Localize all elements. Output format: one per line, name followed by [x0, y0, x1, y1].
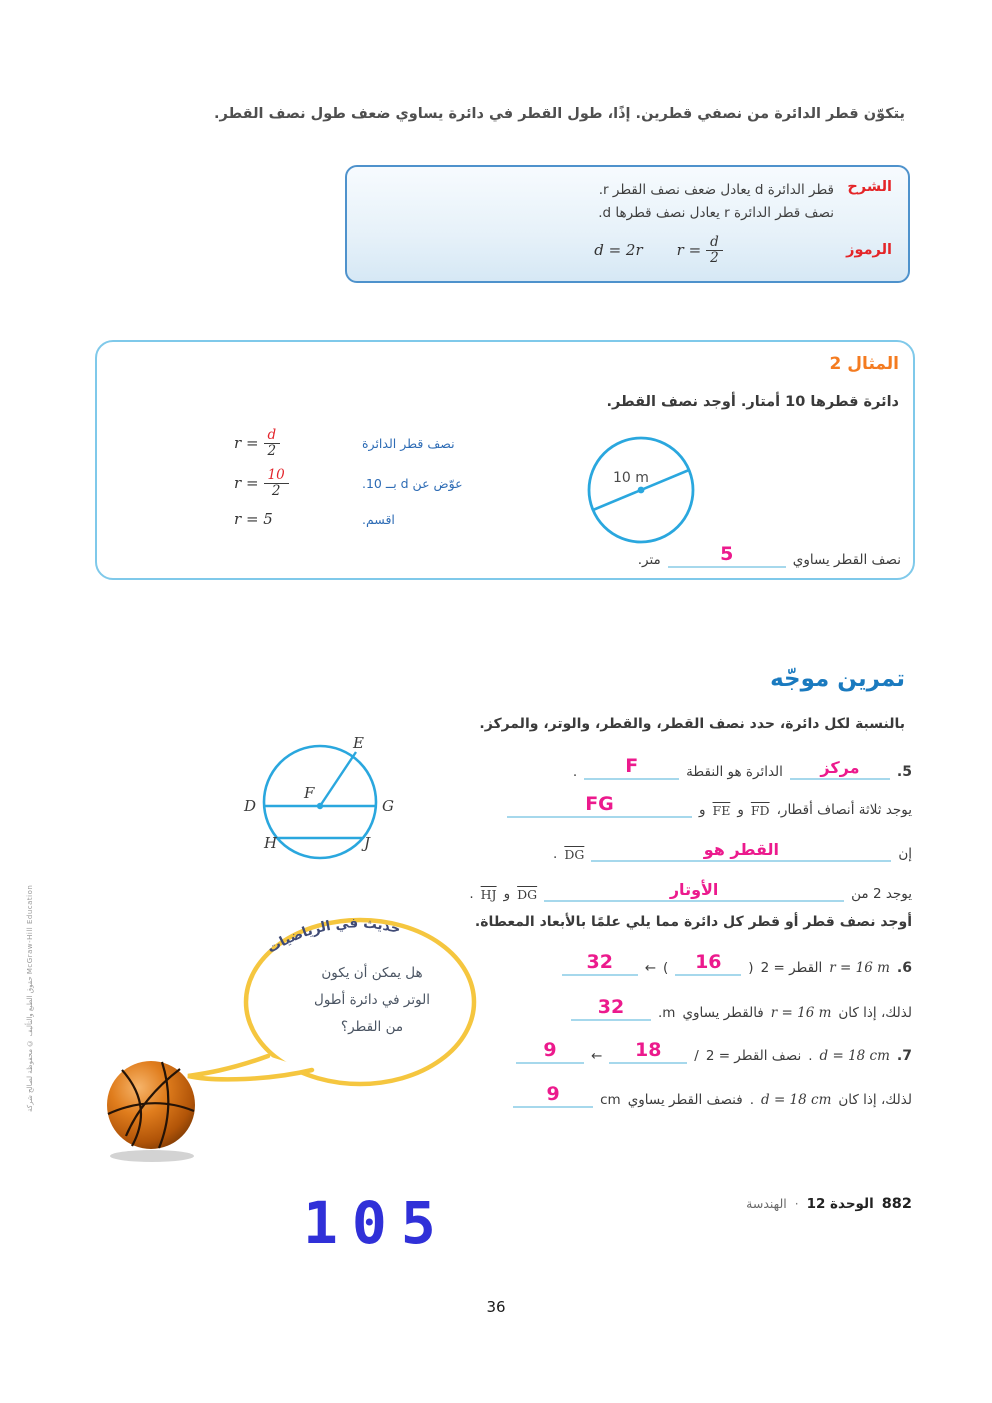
point-label-e: E: [353, 736, 364, 752]
fraction: [264, 428, 281, 459]
line-end: .: [553, 846, 558, 862]
conjunction: و: [698, 802, 706, 818]
fraction: [264, 468, 289, 499]
words-label: الشرح: [847, 179, 892, 195]
example-answer-line: [638, 540, 901, 568]
slash: /: [694, 1048, 699, 1064]
footer-book-page: 882: [881, 1196, 912, 1212]
answer-value: 18: [635, 1039, 662, 1061]
footer-unit: الوحدة 12: [806, 1196, 874, 1212]
step-equation: r = 5: [234, 510, 273, 528]
exercise-5-line-1: [573, 752, 912, 780]
point-label-g: G: [382, 797, 394, 815]
period: .: [808, 1048, 813, 1064]
paren-open: (: [663, 960, 669, 976]
line-text: فالقطر يساوي: [682, 1005, 764, 1021]
fraction-numerator: d: [706, 235, 723, 251]
concept-box: [345, 165, 910, 283]
step-row-2: [234, 468, 463, 499]
exercise-5-line-4: [469, 874, 912, 902]
paren-close: ): [748, 960, 754, 976]
guided-instruction-1: بالنسبة لكل دائرة، حدد نصف القطر، والقطر، والوتر، والمركز.: [479, 716, 905, 732]
fraction-numerator: 10: [264, 468, 289, 484]
footer-chapter: الهندسة: [746, 1196, 787, 1211]
segment-hj: $\overline{HJ}$: [480, 887, 497, 902]
fraction: [706, 235, 723, 266]
expression-text: القطر = 2: [760, 960, 823, 976]
point-label-d: D: [244, 797, 257, 815]
bubble-question: [288, 960, 456, 1041]
center-point: [638, 487, 645, 494]
intro-paragraph: يتكوّن قطر الدائرة من نصفي قطرين. إذًا، طول القطر في دائرة يساوي ضعف طول نصف القطر.: [214, 106, 905, 122]
words-text: [598, 179, 834, 225]
example-circle-diagram: [585, 412, 697, 554]
center-point-f: [317, 803, 323, 809]
answer-value: F: [625, 755, 639, 777]
exercise-6-line-2: [571, 993, 912, 1021]
line-text: فنصف القطر يساوي: [627, 1092, 743, 1108]
example-problem: دائرة قطرها 10 أمتار. أوجد نصف القطر.: [606, 394, 899, 410]
handwritten-number: 105: [303, 1189, 450, 1257]
line-end: .: [469, 886, 474, 902]
diameter-label: 10 m: [613, 470, 649, 486]
given-value: r = 16 m: [829, 960, 890, 976]
segment-dg: $\overline{DG}$: [517, 887, 538, 902]
guided-instruction-2: أوجد نصف قطر أو قطر كل دائرة مما يلي علمًا بالأبعاد المعطاة.: [474, 914, 912, 930]
fraction-denominator: 2: [267, 442, 277, 459]
bubble-arc-title: حديث في الرياضيات: [264, 915, 403, 957]
answer-value: 9: [543, 1039, 557, 1061]
words-line-1: قطر الدائرة d يعادل ضعف نصف القطر r.: [598, 182, 834, 198]
concept-words-row: [363, 179, 892, 225]
answer-blank: [584, 752, 679, 780]
answer-blank: [571, 993, 651, 1021]
segment-fd: $\overline{FD}$: [750, 803, 770, 818]
formula-r-equals-d-over-2: [677, 235, 723, 266]
line-text: يوجد 2 من: [851, 886, 912, 902]
step-note: اقسم.: [362, 511, 395, 527]
arrow-left-icon: ←: [644, 960, 657, 976]
ball-shadow: [110, 1150, 194, 1162]
formula-lhs: r =: [676, 241, 702, 260]
step-note: عوّض عن d بــ 10.: [362, 475, 463, 491]
radius-line-fe: [320, 752, 356, 806]
exercise-5-line-3: [553, 834, 912, 862]
answer-blank: [790, 752, 890, 780]
line-text: إن: [898, 846, 912, 862]
guided-circle-diagram: [236, 736, 408, 868]
bubble-line-3: من القطر؟: [340, 1019, 404, 1035]
answer-blank: [668, 540, 786, 568]
segment-dg: $\overline{DG}$: [564, 847, 585, 862]
point-label-h: H: [264, 834, 278, 852]
exercise-number: 5.: [896, 764, 912, 780]
fraction-numerator: d: [264, 428, 281, 444]
concept-symbols-row: [363, 235, 892, 266]
symbols-formulas: [483, 235, 834, 266]
answer-value: مركز: [820, 758, 860, 777]
answer-value: 9: [546, 1083, 560, 1105]
given-value: d = 18 cm: [819, 1048, 890, 1064]
period: .: [749, 1092, 755, 1108]
example-title: المثال 2: [829, 354, 899, 374]
answer-blank: [675, 948, 741, 976]
fraction-denominator: 2: [271, 482, 281, 499]
exercise-number: 6.: [896, 960, 912, 976]
ball-body: [107, 1061, 195, 1149]
answer-blank: [544, 874, 844, 902]
step-equation: [234, 428, 320, 459]
exercise-7-line-2: [513, 1080, 912, 1108]
answer-blank: [591, 834, 891, 862]
answer-blank: [513, 1080, 593, 1108]
line-end: .: [572, 764, 578, 780]
answer-blank: [562, 948, 638, 976]
formula-d-equals-2r: d = 2r: [594, 241, 643, 260]
given-value: r = 16 m: [770, 1005, 832, 1021]
basketball-illustration: [102, 1056, 200, 1164]
bubble-line-2: الوتر في دائرة أطول: [314, 992, 430, 1008]
answer-post-text: متر.: [637, 552, 661, 568]
equation-lhs: r =: [234, 434, 259, 453]
answer-value: 32: [597, 996, 625, 1018]
answer-blank: [516, 1036, 584, 1064]
answer-blank: [609, 1036, 687, 1064]
expression-text: نصف القطر = 2: [705, 1048, 802, 1064]
line-text: الدائرة هو النقطة: [686, 764, 783, 780]
equation-lhs: r =: [234, 474, 259, 493]
bubble-line-1: هل يمكن أن يكون: [321, 965, 423, 981]
exercise-5-line-2: [507, 790, 912, 818]
line-text: يوجد ثلاثة أنصاف أقطار،: [776, 802, 912, 818]
point-label-f: F: [304, 784, 315, 802]
answer-value: القطر هو: [703, 840, 779, 859]
answer-pre-text: نصف القطر يساوي: [792, 552, 901, 568]
circle-outline: [264, 746, 376, 858]
conjunction: و: [737, 802, 744, 818]
conjunction: و: [503, 886, 511, 902]
exercise-6-line-1: [562, 948, 912, 976]
answer-value: FG: [585, 793, 614, 815]
words-line-2: نصف قطر الدائرة r يعادل نصف قطرها d.: [598, 204, 834, 221]
answer-blank: [507, 790, 692, 818]
guided-practice-title: تمرين موجّه: [770, 666, 905, 692]
unit-label: m.: [657, 1005, 676, 1021]
step-equation: [234, 468, 320, 499]
step-note: نصف قطر الدائرة: [362, 435, 455, 451]
exercise-number: 7.: [896, 1048, 912, 1064]
symbols-label: الرموز: [846, 242, 892, 259]
arrow-left-icon: ←: [590, 1048, 603, 1064]
point-label-j: J: [364, 834, 371, 852]
answer-value: 16: [695, 951, 722, 973]
unit-label: cm: [600, 1092, 621, 1108]
given-value: d = 18 cm: [761, 1092, 832, 1108]
copyright-sidebar: حقوق الطبع والتأليف © محفوظة لصالح شركة McGraw-Hill Education: [26, 884, 34, 1112]
line-text: لذلك، إذا كان: [838, 1005, 912, 1021]
step-row-3: [234, 510, 395, 528]
exercise-7-line-1: [516, 1036, 912, 1064]
segment-fe: $\overline{FE}$: [712, 803, 731, 818]
page-number: 36: [486, 1298, 506, 1316]
page-footer: [746, 1196, 912, 1212]
answer-value: 5: [720, 543, 734, 565]
line-text: لذلك، إذا كان: [838, 1092, 912, 1108]
step-row-1: [234, 428, 455, 459]
answer-value: 32: [586, 951, 613, 973]
example-box: [95, 340, 915, 580]
footer-separator: ·: [794, 1197, 799, 1211]
fraction-denominator: 2: [710, 249, 719, 266]
answer-value: الأوتار: [669, 880, 719, 899]
